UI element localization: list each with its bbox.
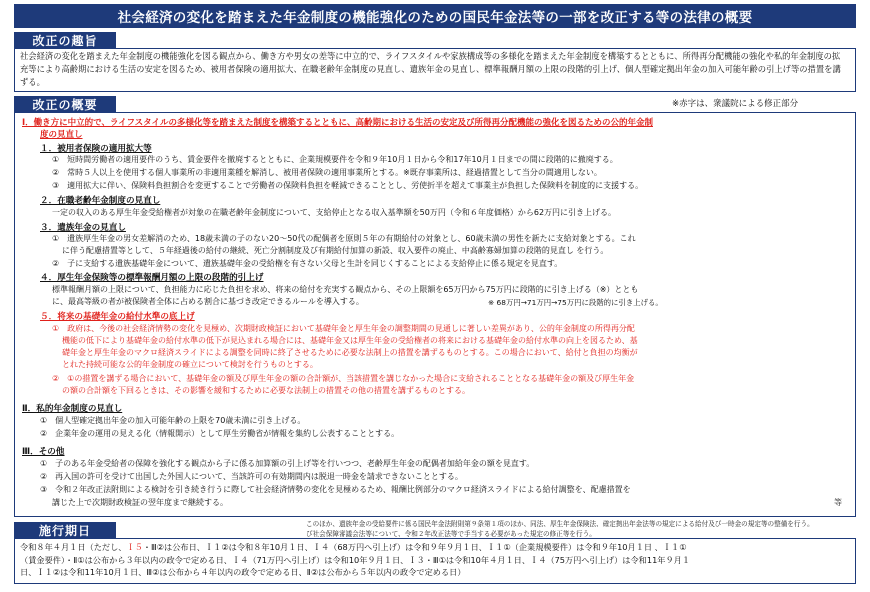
s1-5-item2: ② ①の措置を講ずる場合において、基礎年金の額及び厚生年金の額の合計額が、当該措置を講じなかった場合に支給されることとなる基礎年金の額及び厚生年金 [52,374,635,383]
section3-heading: Ⅲ．その他 [22,447,65,457]
s1-1-item3: ③ 適用拡大に伴い、保険料負担割合を変更することで労働者の保険料負担を軽減できることとし、労使折半を超えて事業主が負担した保険料を制度的に支援する。 [52,181,644,190]
effective-line1-red: Ｉ５ [126,542,143,552]
page-title: 社会経済の変化を踏まえた年金制度の機能強化のための国民年金法等の一部を改正する等の法律の概要 [14,4,856,28]
s1-4-note: ※ 68万円→71万円→75万円に段階的に引き上げる。 [488,298,663,307]
s1-5-item1-l2: 機能の低下により基礎年金の給付水準の低下が見込まれる場合には、基礎年金又は厚生年金の受給権者の将来における基礎年金の給付水準の向上を図るため、基 [62,336,638,345]
s1-2-title: ２．在職老齢年金制度の見直し [40,196,161,206]
s1-3-item1-cont: に伴う配慮措置等として、５年経過後の給付の継続、死亡分割制度及び有期給付加算の新設、収入要件の廃止、中高齢寡婦加算の段階的見直し を行う。 [62,246,609,255]
section2-heading: Ⅱ．私的年金制度の見直し [22,404,123,414]
effective-line1 [20,541,852,554]
s1-4-title: ４．厚生年金保険等の標準報酬月額の上限の段階的引上げ [40,273,264,283]
purpose-text: 社会経済の変化を踏まえた年金制度の機能強化を図る観点から、働き方や男女の差等に中立的で、ライフスタイルや家族構成等の多様化を踏まえた年金制度を構築するとともに、所得再分配機能の強化や私的年金制度の拡充等により高齢期における生活の安定を図るため、被用者保険の適用拡大、在職老齢年金制度の見直し、遺族年金の見直し、標準報酬月額の上限の段階的引上げ、個人型確定拠出年金の加入可能年齢の引上げ等の措置を講ずる。 [20,51,841,87]
effective-line3: 日、Ｉ１②は令和11年10月１日、Ⅲ②は公布から４年以内の政令で定める日、Ⅱ②は公布から５年以内の政令で定める日） [20,567,466,577]
s1-3-title: ３．遺族年金の見直し [40,223,126,233]
effective-text [20,541,852,579]
s2-item2: ② 企業年金の運用の見える化（情報開示）として厚生労働省が情報を集約し公表することとする。 [40,429,400,438]
s1-5-item1: ① 政府は、今後の社会経済情勢の変化を見極め、次期財政検証において基礎年金と厚生年金の調整期間の見通しに著しい差異があり、公的年金制度の所得再分配 [52,324,635,333]
s1-1-title: １．被用者保険の適用拡大等 [40,144,152,154]
s1-5-item1-l4: とれた持続可能な公的年金制度の確立について検討を行うものとする。 [62,360,318,369]
effective-line2: （賃金要件）・Ⅱ①は公布から３年以内の政令で定める日、Ｉ４（71万円へ引上げ）は令和10年９月１日、Ｉ３・Ⅲ①は令和10年４月１日、Ｉ４（75万円へ引上げ）は令和11年９月１ [20,554,691,565]
s1-3-item1: ① 遺族厚生年金の男女差解消のため、18歳未満の子のない20～50代の配偶者を原則５年の有期給付の対象とし、60歳未満の男性を新たに支給対象とする。これ [52,234,636,243]
s3-item1: ① 子のある年金受給者の保障を強化する観点から子に係る加算額の引上げ等を行いつつ、老齢厚生年金の配偶者加給年金の額を見直す。 [40,459,535,468]
section1-heading-cont: 度の見直し [40,130,83,140]
s3-item3-end: 等 [834,498,842,507]
s1-5-item2-cont: の額の合計額を下回るときは、その影響を緩和するために必要な法制上の措置その他の措置を講ずるものとする。 [62,386,470,395]
s1-2-text: 一定の収入のある厚生年金受給権者が対象の在職老齢年金制度について、支給停止となる収入基準額を50万円（令和６年度価格）から62万円に引き上げる。 [52,208,617,217]
s1-4-text: 標準報酬月額の上限について、負担能力に応じた負担を求め、将来の給付を充実する観点から、その上限額を65万円から75万円に段階的に引き上げる（※）ととも [52,285,639,294]
s3-item2: ② 再入国の許可を受けて出国した外国人について、当該許可の有効期間内は脱退一時金を請求できないこととする。 [40,472,463,481]
supplementary-note-line2: び社会保障審議会法等について、令和２年改正法等で手当する必要があった規定の修正等を行う。 [306,529,596,538]
purpose-label: 改正の趣旨 [14,32,116,50]
s3-item3: ③ 令和２年改正法附則による検討を引き続き行うに際して社会経済情勢の変化を見極めるため、報酬比例部分のマクロ経済スライドによる給付調整を、配慮措置を [40,485,631,494]
section1-heading: Ⅰ．働き方に中立的で、ライフスタイルの多様化等を踏まえた制度を構築するとともに、高齢期における生活の安定及び所得再分配機能の強化を図るための公的年金制 [22,118,653,128]
s1-5-title: ５．将来の基礎年金の給付水準の底上げ [40,312,195,322]
effective-label: 施行期日 [14,522,116,540]
s1-5-item1-l3: 礎年金と厚生年金のマクロ経済スライドによる調整を同時に終了させるために必要な法制上の措置を講ずるものとする。この場合において、給付と負担の均衡が [62,348,638,357]
revision-note: ※赤字は、衆議院による修正部分 [672,99,799,109]
s1-1-item1: ① 短時間労働者の適用要件のうち、賃金要件を撤廃するとともに、企業規模要件を令和９年10月１日から令和17年10月１日までの間に段階的に撤廃する。 [52,155,618,164]
summary-label: 改正の概要 [14,96,116,114]
effective-line1-pre: 令和８年４月１日（ただし、 [20,542,127,552]
effective-line1-post: ・Ⅲ②は公布日、Ｉ１②は令和８年10月１日、Ｉ４（68万円へ引上げ）は令和９年９月１日、Ｉ１①（企業規模要件）は令和９年10月１日 、Ｉ１① [142,542,687,552]
supplementary-note-line1: このほか、遺族年金の受給要件に係る国民年金法附則第９条第１項のほか、同法、厚生年金保険法、確定拠出年金法等の規定による給付及び一時金の規定等の整備を行う。 [306,520,814,528]
s1-3-item2: ② 子に支給する遺族基礎年金について、遺族基礎年金の受給権を有さない父母と生計を同じくすることによる支給停止に係る規定を見直す。 [52,259,563,268]
s1-4-text-cont: に、最高等級の者が被保険者全体に占める割合に基づき改定できるルールを導入する。 [52,297,364,306]
s3-item3-cont: 講じた上で次期財政検証の翌年度まで継続する。 [52,498,228,507]
s1-1-item2: ② 常時５人以上を使用する個人事業所の非適用業種を解消し、被用者保険の適用事業所とする。※既存事業所は、経過措置として当分の間適用しない。 [52,168,602,177]
s2-item1: ① 個人型確定拠出年金の加入可能年齢の上限を70歳未満に引き上げる。 [40,416,306,425]
supplementary-note [306,520,856,539]
